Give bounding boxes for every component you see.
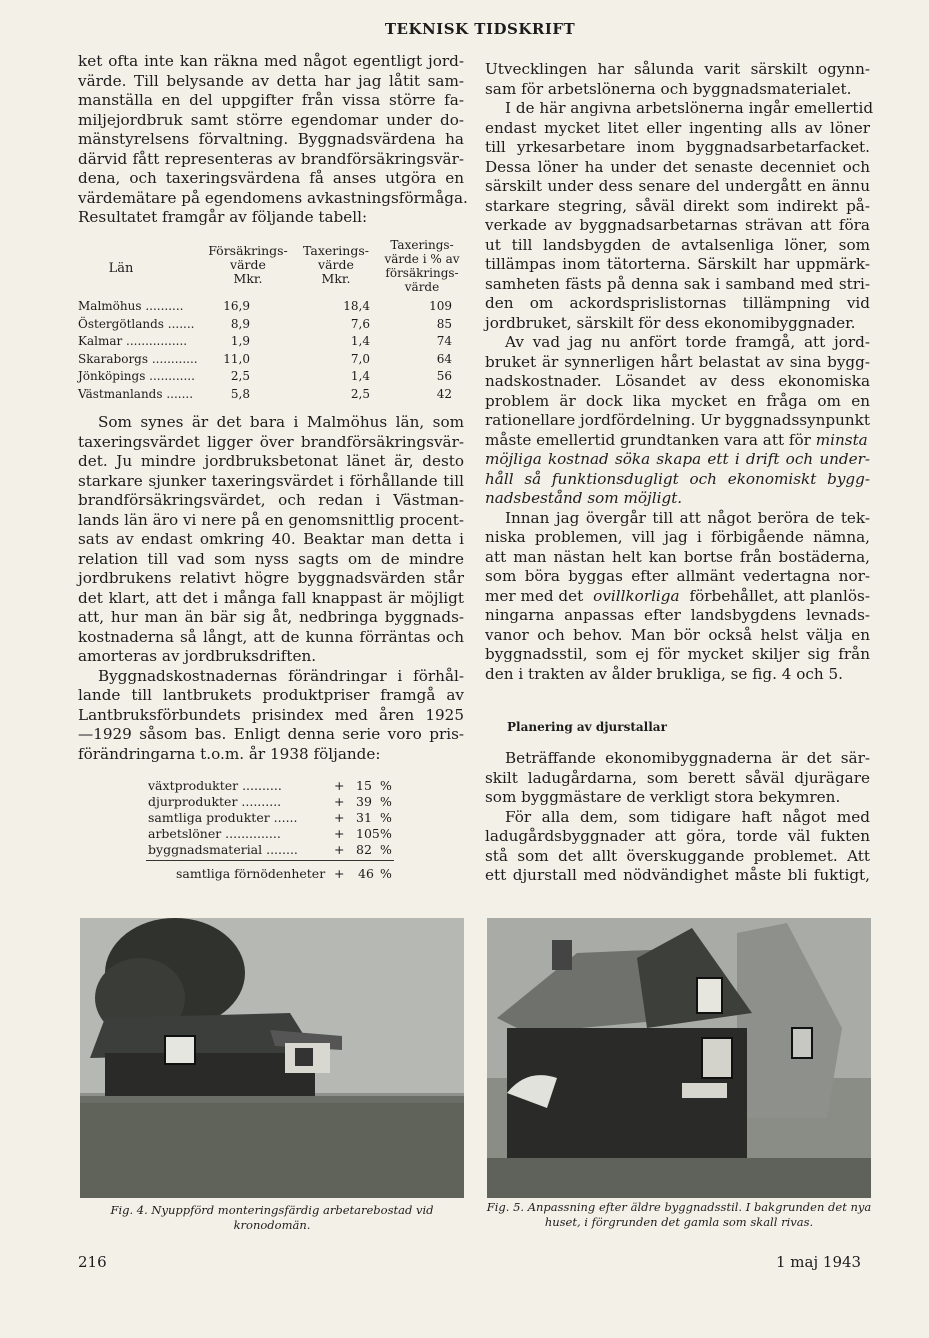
- change-value-cell: 105: [356, 826, 380, 841]
- text-line: tillämpas inom tätorterna. Särskilt har uppmärk-: [485, 255, 870, 273]
- county-cell: Östergötlands .......: [78, 316, 195, 331]
- text-line: Resultatet framgår av följande tabell:: [78, 208, 368, 226]
- text-line: manställa en del uppgifter från vissa större fa-: [78, 91, 464, 109]
- masthead: TEKNISK TIDSKRIFT: [384, 20, 576, 38]
- sign-cell: +: [334, 794, 345, 809]
- text-line: Beträffande ekonomibyggnaderna är det sär-: [505, 749, 870, 767]
- text-line: som byggmästare de verkligt stora bekymren.: [485, 788, 841, 806]
- total-unit: %: [380, 866, 392, 881]
- right-column: [485, 60, 874, 684]
- text-line: Av vad jag nu anfört torde framgå, att jord-: [505, 333, 870, 351]
- change-value-cell: 39: [356, 794, 372, 809]
- insurance-value-cell: 2,5: [230, 369, 250, 383]
- emphasis: ovillkorliga: [593, 586, 680, 605]
- text-line: endast mycket litet eller ingenting alls av löner: [485, 118, 870, 137]
- text-line: ket ofta inte kan räkna med något egentligt jord-: [78, 52, 464, 70]
- county-cell: Skaraborgs ............: [78, 351, 198, 366]
- total-value: 46: [358, 866, 374, 881]
- percent-cell: 42: [436, 386, 452, 401]
- unit-cell: %: [380, 810, 392, 825]
- text-line: amorteras av jordbruksdriften.: [78, 647, 317, 665]
- text-line: särskilt under dess senare del undergått en ännu: [485, 177, 870, 195]
- table-header: [78, 238, 464, 298]
- tax-value-cell: 2,5: [350, 386, 370, 401]
- price-change-total: [148, 866, 393, 882]
- text-fragment: måste emellertid grundtanken vara att för: [485, 430, 811, 449]
- farmhouse-photo-illustration: [487, 918, 871, 1198]
- text-line: niska problemen, vill jag i förbigående nämna,: [485, 528, 870, 546]
- county-cell: Västmanlands .......: [78, 386, 194, 401]
- figure-4-caption: Fig. 4. Nyuppförd monteringsfärdig arbetarebostad vid kronodomän.: [110, 1203, 434, 1232]
- text-line: vanor och behov. Man bör också helst välja en: [485, 625, 870, 644]
- text-line: —1929 såsom bas. Enligt denna serie voro pris-: [78, 725, 464, 743]
- table-row-total: [148, 866, 393, 882]
- text-line: värde. Till belysande av detta har jag låtit sam-: [78, 71, 464, 90]
- text-line: skilt ladugårdarna, som berett såväl djurägare: [485, 768, 870, 787]
- category-cell: byggnadsmaterial ........: [148, 842, 298, 857]
- insurance-value-cell: 8,9: [230, 316, 250, 331]
- category-cell: samtliga produkter ......: [148, 810, 298, 825]
- text-line: det. Ju mindre jordbruksbetonat länet är, desto: [78, 452, 464, 470]
- text-line: Innan jag övergår till att något beröra de tek-: [505, 508, 870, 527]
- insurance-value-cell: 1,9: [230, 334, 250, 348]
- figure-4-photo: [80, 918, 464, 1198]
- text-line: sam för arbetslönerna och byggnadsmaterialet.: [485, 79, 852, 98]
- table-row: [78, 316, 464, 334]
- change-value-cell: 15: [356, 778, 372, 793]
- text-line: I de här angivna arbetslönerna ingår emellertid: [505, 99, 874, 117]
- table-row: [148, 826, 393, 842]
- table-body: [148, 778, 393, 858]
- table-row: [148, 810, 393, 826]
- header-lan: Län: [108, 261, 134, 276]
- text-line: ladugårdsbyggnader att göra, torde väl fukten: [485, 827, 870, 845]
- text-line: problem är dock lika mycket en fråga om en: [485, 391, 870, 410]
- table-row: [148, 794, 393, 810]
- table-row: [148, 842, 393, 858]
- tax-value-cell: 18,4: [343, 299, 370, 313]
- text-line: lands län äro vi nere på en genomsnittlig procent-: [78, 510, 464, 529]
- percent-cell: 109: [429, 299, 452, 313]
- text-line: jordbrukens relativt högre byggnadsvärden står: [78, 569, 464, 587]
- text-line: starkare stegring, såväl direkt som indirekt på-: [485, 196, 870, 215]
- figure-5-photo: [487, 918, 871, 1198]
- table-body: [78, 298, 464, 403]
- text-line: håll så funktionsdugligt och ekonomiskt bygg-: [485, 469, 870, 488]
- text-line: kostnaderna så långt, att de kunna förräntas och: [78, 627, 464, 646]
- text-line: den i trakten av ålder brukliga, se fig. 4 och 5.: [485, 664, 843, 683]
- issue-date: 1 maj 1943: [776, 1253, 862, 1271]
- header-forsakring: Försäkrings- värde Mkr.: [208, 243, 288, 286]
- text-line: byggnadsstil, som ej för mycket skiljer sig från: [485, 645, 870, 663]
- text-line: bruket är synnerligen hårt belastat av sina bygg-: [485, 352, 870, 371]
- category-cell: arbetslöner ..............: [148, 826, 281, 841]
- text-fragment: förbehållet, att planlös-: [689, 586, 870, 605]
- text-line: [485, 587, 870, 607]
- text-line: sats av endast omkring 40. Beaktar man detta i: [78, 530, 464, 548]
- text-line: Byggnadskostnadernas förändringar i förhål-: [98, 666, 464, 685]
- percent-cell: 56: [436, 369, 452, 383]
- text-line: relation till vad som nyss sagts om de mindre: [78, 549, 464, 568]
- text-line: som böra byggas efter allmänt vedertagna nor-: [485, 567, 870, 585]
- text-line: taxeringsvärdet ligger över brandförsäkringsvär-: [78, 432, 464, 451]
- text-line: brandförsäkringsvärdet, och redan i Västman-: [78, 491, 464, 509]
- text-fragment: mer med det: [485, 586, 584, 605]
- text-line: till yrkesarbetare inom byggnadsarbetarfacket.: [485, 138, 870, 156]
- unit-cell: %: [380, 794, 392, 809]
- table-row: [78, 386, 464, 404]
- change-value-cell: 82: [356, 842, 372, 857]
- text-line: nadskostnader. Lösandet av dess ekonomiska: [485, 372, 870, 390]
- table-row: [78, 368, 464, 386]
- unit-cell: %: [380, 778, 392, 793]
- sign-cell: +: [334, 810, 345, 825]
- text-line: därvid fått representeras av brandförsäkringsvär-: [78, 149, 464, 168]
- emphasis: minsta: [815, 430, 868, 449]
- tax-value-cell: 1,4: [350, 334, 370, 348]
- text-line: Som synes är det bara i Malmöhus län, som: [98, 413, 464, 431]
- text-line: Dessa löner ha under det senaste decenniet och: [485, 157, 870, 176]
- sign-cell: +: [334, 778, 345, 793]
- county-value-table: [78, 238, 464, 403]
- text-line: nadsbestånd som möjligt.: [485, 489, 683, 507]
- text-line: ut till landsbygden de avtalsenliga löner, som: [485, 235, 870, 254]
- text-line: den om ackordsprislistornas tillämpning vid: [485, 294, 870, 312]
- county-cell: Jönköpings ............: [78, 369, 195, 383]
- text-line: starkare sjunker taxeringsvärdet i förhållande till: [78, 471, 464, 490]
- section-heading: Planering av djurstallar: [507, 720, 667, 734]
- figure-5-caption: Fig. 5. Anpassning efter äldre byggnadsstil. I bakgrunden det nya huset, i förgrunden det gamla som skall rivas.: [486, 1200, 872, 1229]
- category-cell: växtprodukter ..........: [148, 778, 282, 793]
- text-line: mänstyrelsens förvaltning. Byggnadsvärdena ha: [78, 130, 464, 148]
- sign-cell: +: [334, 826, 345, 841]
- text-line: att, hur man än bär sig åt, nedbringa byggnads-: [78, 608, 464, 626]
- percent-cell: 74: [436, 334, 452, 348]
- text-line: rationellare jordfördelning. Ur byggnadssynpunkt: [485, 411, 870, 429]
- text-line: För alla dem, som tidigare haft något med: [505, 807, 870, 826]
- sign-cell: +: [334, 842, 345, 857]
- percent-cell: 64: [436, 351, 452, 366]
- text-line: förändringarna t.o.m. år 1938 följande:: [78, 744, 381, 763]
- table-divider: [146, 860, 394, 861]
- text-line: samheten fästs på denna sak i samband med stri-: [485, 274, 870, 293]
- change-value-cell: 31: [356, 810, 372, 825]
- text-line: ningarna anpassas efter landsbygdens levnads-: [485, 606, 870, 624]
- table-row: [78, 351, 464, 369]
- page-number: 216: [78, 1253, 107, 1271]
- unit-cell: %: [380, 842, 392, 857]
- text-line: lande till lantbrukets produktpriser framgå av: [78, 686, 464, 704]
- text-line: verkade av byggnadsarbetarnas strävan att föra: [485, 216, 870, 234]
- percent-cell: 85: [436, 316, 452, 331]
- text-line: jordbruket, särskilt för dess ekonomibyggnader.: [485, 313, 856, 332]
- total-sign: +: [334, 866, 345, 881]
- header-procent: Taxerings- värde i % av försäkrings- värde: [384, 238, 460, 294]
- text-line: miljejordbruk samt större egendomar under do-: [78, 110, 464, 129]
- right-column-section: [485, 749, 870, 886]
- left-column-intro: [78, 52, 468, 228]
- tax-value-cell: 1,4: [350, 369, 370, 383]
- insurance-value-cell: 5,8: [230, 386, 250, 401]
- text-line: stå som det allt överskuggande problemet. Att: [485, 846, 870, 865]
- text-line: värdemätare på egendomens avkastningsförmåga.: [78, 188, 468, 207]
- category-cell: djurprodukter ..........: [148, 794, 282, 809]
- text-line: [485, 431, 870, 451]
- text-line: ett djurstall med nödvändighet måste bli fuktigt,: [485, 866, 870, 884]
- left-column-body: [78, 413, 464, 764]
- table-row: [78, 298, 464, 316]
- county-cell: Kalmar ................: [78, 334, 188, 348]
- total-label: samtliga förnödenheter: [176, 866, 326, 881]
- text-line: Utvecklingen har sålunda varit särskilt ogynn-: [485, 60, 870, 78]
- text-line: att man nästan helt kan bortse från bostäderna,: [485, 547, 870, 566]
- insurance-value-cell: 11,0: [223, 351, 250, 366]
- tax-value-cell: 7,6: [350, 316, 370, 331]
- text-line: möjliga kostnad söka skapa ett i drift och under-: [485, 450, 870, 468]
- tax-value-cell: 7,0: [350, 351, 370, 366]
- text-line: det klart, att det i många fall knappast är möjligt: [78, 588, 464, 607]
- header-taxering: Taxerings- värde Mkr.: [303, 243, 369, 286]
- text-line: dena, och taxeringsvärdena få anses utgöra en: [78, 169, 464, 187]
- house-photo-illustration: [80, 918, 464, 1198]
- table-row: [78, 333, 464, 351]
- text-line: Lantbruksförbundets prisindex med åren 1925: [78, 705, 464, 724]
- price-change-table: [148, 778, 393, 858]
- county-cell: Malmöhus ..........: [78, 299, 184, 313]
- insurance-value-cell: 16,9: [223, 299, 250, 313]
- table-row: [148, 778, 393, 794]
- unit-cell: %: [380, 826, 392, 841]
